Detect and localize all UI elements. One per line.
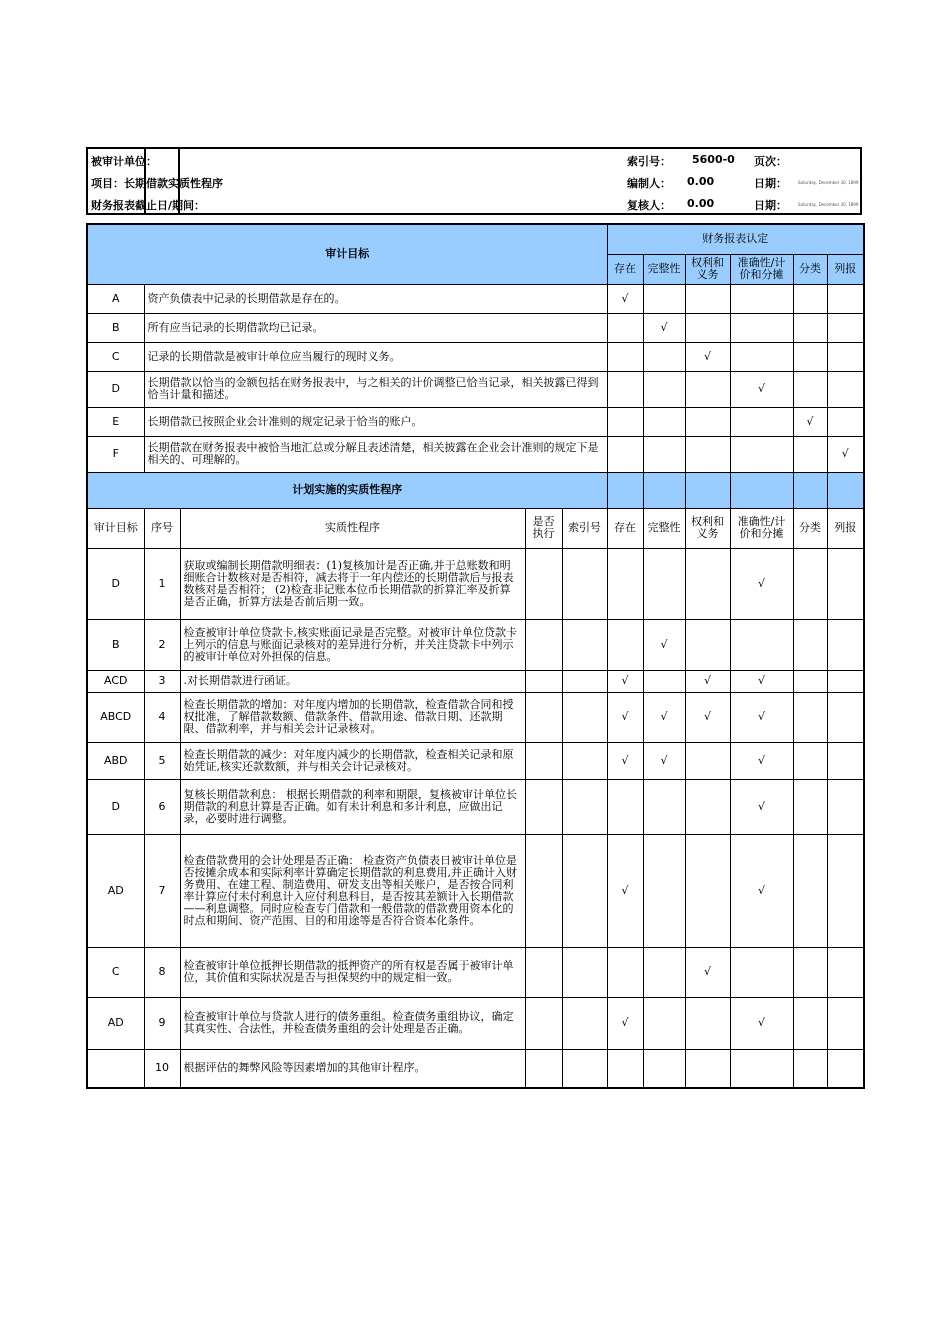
assertion-check (730, 313, 793, 342)
assertion-check: √ (607, 834, 643, 947)
blue-filler-cell (793, 472, 827, 508)
assertion-check (827, 779, 864, 834)
index-cell (562, 692, 607, 742)
procedure-objective: ABCD (87, 692, 144, 742)
assertion-check (643, 834, 685, 947)
procedure-text: .对长期借款进行函证。 (180, 670, 525, 692)
executed-cell (525, 947, 562, 997)
assertion-check (643, 670, 685, 692)
executed-cell (525, 1049, 562, 1088)
procedure-text: 获取或编制长期借款明细表：(1)复核加计是否正确,并于总账数和明细账合计数核对是否相符，减去将于一年内偿还的长期借款后与报表数核对是否相符； (2)检查非记账本位币长期借款的折算汇率及折算是否正确，折算方法是否前后期一致。 (180, 548, 525, 619)
period-label: 财务报表截止日/期间： (91, 199, 206, 212)
blue-filler-cell (827, 472, 864, 508)
assertion-check (730, 947, 793, 997)
procedure-row (87, 779, 864, 834)
procedure-objective: AD (87, 997, 144, 1049)
workpaper-header (86, 147, 862, 215)
index-value: 5600-0 (692, 153, 735, 166)
assertion-check (827, 670, 864, 692)
procedure-row (87, 670, 864, 692)
assertion-check (730, 342, 793, 371)
blue-filler-cell (685, 472, 730, 508)
objective-text: 长期借款以恰当的金额包括在财务报表中，与之相关的计价调整已恰当记录，相关披露已得到恰当计量和描述。 (144, 371, 607, 407)
assertion-header: 权利和义务 (685, 508, 730, 548)
assertion-check: √ (730, 742, 793, 779)
procedure-text: 检查被审计单位贷款卡,核实账面记录是否完整。对被审计单位贷款卡上列示的信息与账面记录核对的差异进行分析，并关注贷款卡中列示的被审计单位对外担保的信息。 (180, 619, 525, 670)
assertion-check (685, 1049, 730, 1088)
assertion-check (643, 947, 685, 997)
audited-unit-label: 被审计单位： (91, 155, 157, 168)
index-cell (562, 548, 607, 619)
assertion-check (685, 619, 730, 670)
assertion-check: √ (730, 692, 793, 742)
assertion-check (685, 436, 730, 472)
assertion-check (827, 284, 864, 313)
procedure-objective (87, 1049, 144, 1088)
assertion-check: √ (643, 619, 685, 670)
blue-filler-cell (607, 472, 643, 508)
objective-text: 长期借款在财务报表中被恰当地汇总或分解且表述清楚，相关披露在企业会计准则的规定下是相关的、可理解的。 (144, 436, 607, 472)
date-label-1: 日期： (754, 177, 787, 190)
assertion-check (685, 407, 730, 436)
index-cell (562, 779, 607, 834)
assertion-check: √ (730, 371, 793, 407)
assertion-header: 列报 (827, 508, 864, 548)
assertion-check (793, 436, 827, 472)
procedure-seq: 8 (144, 947, 180, 997)
objective-code: A (87, 284, 144, 313)
procedure-objective: C (87, 947, 144, 997)
assertion-check (643, 371, 685, 407)
objective-code: D (87, 371, 144, 407)
assertion-check: √ (730, 779, 793, 834)
assertion-check (685, 742, 730, 779)
assertion-check: √ (730, 670, 793, 692)
assertion-check (607, 407, 643, 436)
assertion-check (827, 407, 864, 436)
assertion-check (685, 779, 730, 834)
index-cell (562, 834, 607, 947)
date-label-2: 日期： (754, 199, 787, 212)
assertion-check (607, 342, 643, 371)
assertion-check (793, 779, 827, 834)
procedure-row (87, 548, 864, 619)
col-objective: 审计目标 (87, 508, 144, 548)
assertion-check (827, 947, 864, 997)
index-cell (562, 997, 607, 1049)
procedure-seq: 3 (144, 670, 180, 692)
procedure-text: 检查长期借款的减少：对年度内减少的长期借款，检查相关记录和原始凭证,核实还款数额，并与相关会计记录核对。 (180, 742, 525, 779)
assertion-check (607, 313, 643, 342)
procedure-row (87, 1049, 864, 1088)
reviewer-label: 复核人： (627, 199, 671, 212)
assertion-check (793, 548, 827, 619)
objective-code: F (87, 436, 144, 472)
procedure-text: 检查被审计单位抵押长期借款的抵押资产的所有权是否属于被审计单位，其价值和实际状况是否与担保契约中的规定相一致。 (180, 947, 525, 997)
assertion-check (827, 313, 864, 342)
assertion-check (827, 692, 864, 742)
assertion-header: 列报 (827, 254, 864, 284)
assertion-check (643, 1049, 685, 1088)
index-cell (562, 742, 607, 779)
procedure-objective: AD (87, 834, 144, 947)
col-executed: 是否执行 (525, 508, 562, 548)
procedure-text: 根据评估的舞弊风险等因素增加的其他审计程序。 (180, 1049, 525, 1088)
procedure-seq: 7 (144, 834, 180, 947)
assertion-header: 存在 (607, 508, 643, 548)
assertion-check (607, 436, 643, 472)
assertion-check: √ (607, 284, 643, 313)
assertion-check (607, 947, 643, 997)
procedure-objective: ABD (87, 742, 144, 779)
assertion-check (793, 313, 827, 342)
procedure-seq: 1 (144, 548, 180, 619)
assertion-check (793, 742, 827, 779)
procedure-objective: D (87, 548, 144, 619)
assertion-check (827, 742, 864, 779)
executed-cell (525, 619, 562, 670)
reviewer-value: 0.00 (687, 197, 715, 210)
procedure-seq: 6 (144, 779, 180, 834)
assertion-check: √ (730, 997, 793, 1049)
col-procedure: 实质性程序 (180, 508, 525, 548)
assertion-check (827, 619, 864, 670)
assertion-check: √ (685, 670, 730, 692)
index-label: 索引号： (627, 155, 671, 168)
assertion-check: √ (685, 692, 730, 742)
assertion-check: √ (730, 834, 793, 947)
objective-row (87, 371, 864, 407)
assertion-check (685, 371, 730, 407)
objective-code: B (87, 313, 144, 342)
assertion-check (793, 947, 827, 997)
assertion-header: 完整性 (643, 508, 685, 548)
blue-filler-cell (643, 472, 685, 508)
procedure-text: 检查借款费用的会计处理是否正确： 检查资产负债表日被审计单位是否按摊余成本和实际利率计算确定长期借款的利息费用,并正确计入财务费用、在建工程、制造费用、研发支出等相关账户，是否按合同利率计算应付未付利息计入应付利息科目，是否按其差额计入长期借款——利息调整。同时应检查专门借款和一般借款的借款费用资本化的时点和期间、资产范围、目的和用途等是否符合资本化条件。 (180, 834, 525, 947)
procedure-text: 复核长期借款利息： 根据长期借款的利率和期限，复核被审计单位长期借款的利息计算是否正确。如有未计利息和多计利息，应做出记录，必要时进行调整。 (180, 779, 525, 834)
objectives-title: 审计目标 (87, 224, 607, 284)
assertion-header: 存在 (607, 254, 643, 284)
assertion-check: √ (827, 436, 864, 472)
assertion-check (793, 834, 827, 947)
assertion-check: √ (607, 670, 643, 692)
assertion-header: 准确性/计价和分摊 (730, 508, 793, 548)
procedure-objective: B (87, 619, 144, 670)
procedure-row (87, 619, 864, 670)
assertion-check (730, 619, 793, 670)
assertion-check: √ (643, 742, 685, 779)
assertion-check (730, 1049, 793, 1088)
assertion-header: 准确性/计价和分摊 (730, 254, 793, 284)
assertion-check (643, 342, 685, 371)
procedure-row (87, 692, 864, 742)
assertion-check (827, 997, 864, 1049)
col-index: 索引号 (562, 508, 607, 548)
assertion-check: √ (793, 407, 827, 436)
assertion-check (793, 1049, 827, 1088)
assertion-header: 完整性 (643, 254, 685, 284)
assertion-check: √ (607, 742, 643, 779)
assertion-check (643, 436, 685, 472)
procedure-objective: ACD (87, 670, 144, 692)
assertion-check (827, 1049, 864, 1088)
assertion-check (793, 670, 827, 692)
procedure-seq: 9 (144, 997, 180, 1049)
procedure-objective: D (87, 779, 144, 834)
assertion-check: √ (685, 947, 730, 997)
assertion-check (730, 436, 793, 472)
assertion-check (793, 342, 827, 371)
objective-code: E (87, 407, 144, 436)
assertion-check: √ (643, 313, 685, 342)
objective-row (87, 342, 864, 371)
assertion-check (643, 407, 685, 436)
assertion-check (793, 371, 827, 407)
executed-cell (525, 742, 562, 779)
procedure-row (87, 947, 864, 997)
assertion-header: 分类 (793, 508, 827, 548)
assertion-header: 权利和义务 (685, 254, 730, 284)
assertion-check (827, 371, 864, 407)
index-cell (562, 670, 607, 692)
objective-text: 资产负债表中记录的长期借款是存在的。 (144, 284, 607, 313)
assertion-check (607, 548, 643, 619)
audit-program-table (86, 223, 865, 1089)
objective-text: 所有应当记录的长期借款均已记录。 (144, 313, 607, 342)
date-value-2: Saturday, December 30, 1899 (798, 202, 859, 207)
assertion-check (793, 692, 827, 742)
assertion-check (793, 619, 827, 670)
objective-row (87, 284, 864, 313)
procedure-seq: 4 (144, 692, 180, 742)
blue-filler-cell (730, 472, 793, 508)
objective-code: C (87, 342, 144, 371)
preparer-value: 0.00 (687, 175, 715, 188)
assertion-check (607, 619, 643, 670)
procedure-row (87, 997, 864, 1049)
objective-row (87, 313, 864, 342)
executed-cell (525, 692, 562, 742)
assertion-check: √ (607, 692, 643, 742)
index-cell (562, 1049, 607, 1088)
assertion-check: √ (643, 692, 685, 742)
assertions-title: 财务报表认定 (607, 224, 864, 254)
objective-text: 记录的长期借款是被审计单位应当履行的现时义务。 (144, 342, 607, 371)
procedure-seq: 10 (144, 1049, 180, 1088)
preparer-label: 编制人： (627, 177, 671, 190)
assertion-check (685, 548, 730, 619)
assertion-check (685, 997, 730, 1049)
date-value-1: Saturday, December 30, 1899 (798, 180, 859, 185)
assertion-check (643, 548, 685, 619)
assertion-check (730, 284, 793, 313)
assertion-check (643, 779, 685, 834)
page-label: 页次： (754, 155, 787, 168)
assertion-check (607, 371, 643, 407)
procedure-seq: 5 (144, 742, 180, 779)
procedure-seq: 2 (144, 619, 180, 670)
assertion-check (827, 342, 864, 371)
executed-cell (525, 834, 562, 947)
assertion-check (793, 997, 827, 1049)
executed-cell (525, 997, 562, 1049)
index-cell (562, 619, 607, 670)
assertion-check (607, 779, 643, 834)
assertion-check: √ (730, 548, 793, 619)
assertion-check (827, 548, 864, 619)
assertion-check (827, 834, 864, 947)
assertion-check: √ (607, 997, 643, 1049)
objective-row (87, 436, 864, 472)
project-label: 项目：长期借款实质性程序 (91, 177, 223, 190)
procedure-text: 检查被审计单位与贷款人进行的债务重组。检查债务重组协议，确定其真实性、合法性，并检查债务重组的会计处理是否正确。 (180, 997, 525, 1049)
assertion-check (730, 407, 793, 436)
procedure-row (87, 834, 864, 947)
objective-text: 长期借款已按照企业会计准则的规定记录于恰当的账户。 (144, 407, 607, 436)
procedure-text: 检查长期借款的增加：对年度内增加的长期借款，检查借款合同和授权批准，了解借款数额、借款条件、借款用途、借款日期、还款期限、借款利率，并与相关会计记录核对。 (180, 692, 525, 742)
procedure-row (87, 742, 864, 779)
executed-cell (525, 670, 562, 692)
procedures-title: 计划实施的实质性程序 (87, 472, 607, 508)
assertion-check (643, 997, 685, 1049)
assertion-check (685, 834, 730, 947)
executed-cell (525, 548, 562, 619)
executed-cell (525, 779, 562, 834)
assertion-check (685, 284, 730, 313)
assertion-check (607, 1049, 643, 1088)
assertion-check (685, 313, 730, 342)
col-seq: 序号 (144, 508, 180, 548)
assertion-check (643, 284, 685, 313)
assertion-check (793, 284, 827, 313)
objective-row (87, 407, 864, 436)
assertion-header: 分类 (793, 254, 827, 284)
index-cell (562, 947, 607, 997)
assertion-check: √ (685, 342, 730, 371)
